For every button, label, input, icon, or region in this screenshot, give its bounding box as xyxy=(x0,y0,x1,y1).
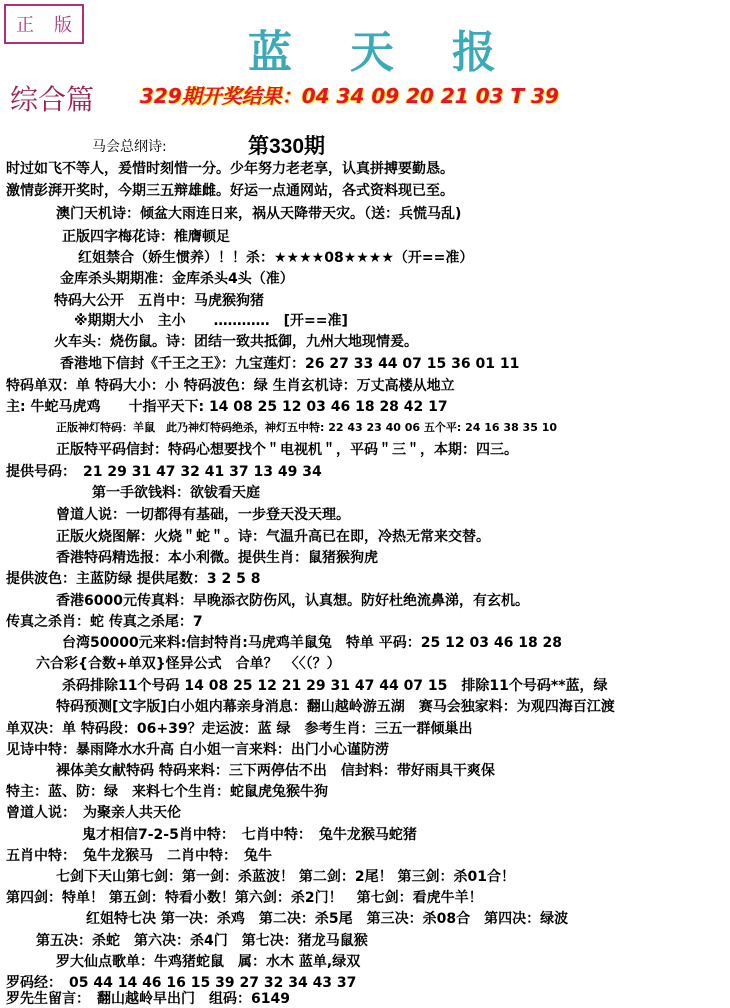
content-line: 香港6000元传真料：早晚添衣防伤风，认真想。防好杜绝流鼻涕，有玄机。 xyxy=(56,593,529,609)
content-line: 罗码经： 05 44 14 46 16 15 39 27 32 34 43 37 xyxy=(6,975,357,991)
content-line: 五肖中特： 兔牛龙猴马 二肖中特： 兔牛 xyxy=(6,848,272,864)
content-line: 裸体美女献特码 特码来料：三下两停估不出 信封料：带好雨具干爽保 xyxy=(56,763,495,779)
content-line: 曾道人说：一切都得有基础，一步登天没天理。 xyxy=(56,507,350,523)
content-line: 提供号码： 21 29 31 47 32 41 37 13 49 34 xyxy=(6,464,322,480)
content-line: ※期期大小 主小 ………… [开==准] xyxy=(74,313,348,329)
masthead-char-3: 报 xyxy=(452,27,498,78)
content-line: 主: 牛蛇马虎鸡 十指平天下: 14 08 25 12 03 46 18 28 42 17 xyxy=(6,399,448,415)
content-line: 金库杀头期期准：金库杀头4头（准） xyxy=(60,271,294,287)
content-line: 澳门天机诗：倾盆大雨连日来，祸从天降带天灾。（送：兵慌马乱) xyxy=(56,206,462,222)
content-line: 红姐禁合（娇生惯养）！！杀：★★★★08★★★★（开==准） xyxy=(78,250,474,266)
content-line: 罗大仙点歌单：牛鸡猪蛇鼠 属：水木 蓝单,绿双 xyxy=(56,954,361,970)
content-line: 特主：蓝、防：绿 来料七个生肖：蛇鼠虎兔猴牛狗 xyxy=(6,784,328,800)
content-line: 第一手欲钱料：欲钹看天庭 xyxy=(92,485,260,501)
content-line: 火车头：烧伤鼠。诗：团结一致共抵御，九州大地现情爰。 xyxy=(54,334,418,350)
stamp-char-left: 正 xyxy=(16,15,34,36)
content-line: 正版火烧图解：火烧＂蛇＂。诗：气温升高已在即，冷热无常来交替。 xyxy=(56,529,490,545)
draw-result: 329期开奖结果：04 34 09 20 21 03 T 39 xyxy=(140,84,559,108)
content-line: 正版神灯特码：羊鼠 此乃神灯特码绝杀，神灯五中特: 22 43 23 40 06 五个平: 24 16 38 35 10 xyxy=(56,421,557,434)
content-line: 特码大公开 五肖中：马虎猴狗猪 xyxy=(54,293,264,309)
content-line: 正版四字梅花诗：椎膺顿足 xyxy=(62,229,230,245)
content-line: 七剑下天山第七剑：第一剑：杀蓝波！ 第二剑：2尾！ 第三剑：杀01合！ xyxy=(56,869,515,885)
content-line: 香港地下信封《千王之王》：九宝莲灯：26 27 33 44 07 15 36 01 11 xyxy=(60,356,520,372)
content-line: 曾道人说： 为聚亲人共天伦 xyxy=(6,805,181,821)
content-line: 传真之杀肖：蛇 传真之杀尾：7 xyxy=(6,614,203,630)
genuine-stamp xyxy=(4,4,84,44)
content-line: 见诗中特：暴雨降水水升高 白小姐一言来料：出门小心谨防涝 xyxy=(6,742,389,758)
content-line: 正版特平码信封：特码心想要找个＂电视机＂，平码＂三＂，本期：四三。 xyxy=(56,442,518,458)
content-line: 单双决：单 特码段：06+39？走运波：蓝 绿 参考生肖：三五一群倾巢出 xyxy=(6,721,473,737)
content-line: 提供波色：主蓝防绿 提供尾数：3 2 5 8 xyxy=(6,571,261,587)
content-line: 特码单双：单 特码大小：小 特码波色：绿 生肖玄机诗：万丈高楼从地立 xyxy=(6,378,455,394)
content-line: 第四剑：特单！ 第五剑：特看小数！第六剑：杀2门！ 第七剑：看虎牛羊！ xyxy=(6,890,483,906)
stamp-char-right: 版 xyxy=(54,15,72,36)
content-line: 鬼才相信7-2-5肖中特： 七肖中特： 兔牛龙猴马蛇猪 xyxy=(82,827,417,843)
issue-number: 第330期 xyxy=(248,135,326,158)
content-line: 马会总纲诗: xyxy=(92,139,167,155)
section-title: 综合篇 xyxy=(10,83,95,116)
content-line: 第五决：杀蛇 第六决：杀4门 第七决：猪龙马鼠猴 xyxy=(36,933,368,949)
content-line: 台湾50000元来料:信封特肖:马虎鸡羊鼠兔 特单 平码：25 12 03 46 18 28 xyxy=(62,635,563,651)
masthead-title xyxy=(248,16,498,80)
masthead-char-1: 蓝 xyxy=(248,27,294,78)
content-line: 特码预测[文字版]白小姐内幕亲身消息：翻山越岭游五湖 赛马会独家料：为观四海百江渡 xyxy=(56,699,615,715)
content-line: 激情彭湃开奖时，今期三五辩雄雌。好运一点通网站，各式资料现已至。 xyxy=(6,183,454,199)
content-line: 六合彩{合数+单双}怪异公式 合单？ 〈〈（？） xyxy=(36,656,341,672)
masthead-char-2: 天 xyxy=(350,27,396,78)
content-line: 香港特码精选报：本小利微。提供生肖：鼠猪猴狗虎 xyxy=(56,550,378,566)
content-line: 红姐特七决 第一决：杀鸡 第二决：杀5尾 第三决：杀08合 第四决：绿波 xyxy=(86,911,569,927)
content-line: 时过如飞不等人，爰惜时刻惜一分。少年努力老老享，认真拼搏要勤恳。 xyxy=(6,161,454,177)
content-line: 杀码排除11个号码 14 08 25 12 21 29 31 47 44 07 15 排除11个号码**蓝，绿 xyxy=(62,678,608,694)
content-line: 罗先生留言： 翻山越岭早出门 组码：6149 xyxy=(6,991,290,1007)
